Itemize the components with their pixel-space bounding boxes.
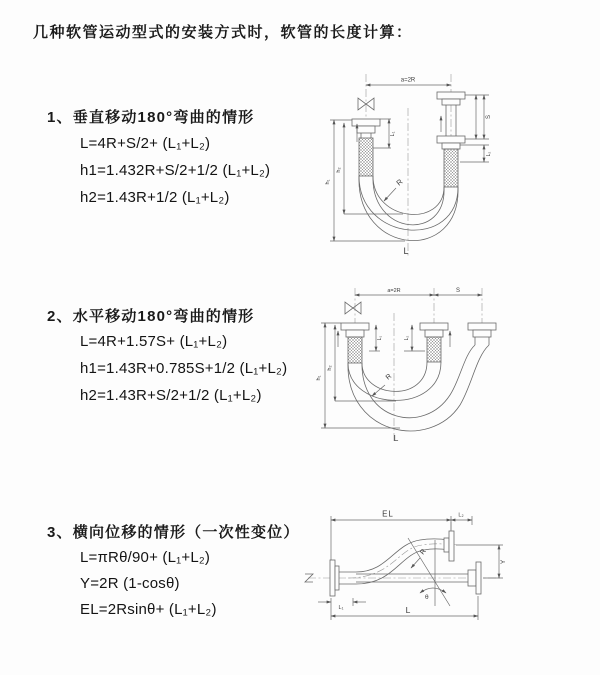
dim-fitting-right: [460, 145, 492, 162]
radius-label: R: [384, 372, 394, 382]
diagram-vertical-180-bend: [310, 60, 600, 260]
section-1-heading: 1、垂直移动180°弯曲的情形: [47, 109, 255, 126]
radius-label: R: [419, 547, 428, 557]
braided-hose-section: [359, 138, 373, 176]
dim-span-2r: [366, 78, 451, 86]
dim-stroke-label: S: [486, 114, 492, 120]
dim-fitting-right: [451, 513, 472, 526]
valve-icon: [345, 302, 361, 314]
dim-fitting-left: [369, 325, 383, 351]
dim-fitting-right-label: L₂: [486, 151, 492, 157]
section-2-formula-h2: h2=1.43R+S/2+1/2 (L₁+L₂): [80, 387, 262, 404]
displaced-hose-position: [356, 531, 454, 584]
section-3-formula-EL: EL=2Rsinθ+ (L₁+L₂): [80, 601, 217, 618]
section-2-formula-L: L=4R+1.57S+ (L₁+L₂): [80, 333, 228, 350]
section-2-heading: 2、水平移动180°弯曲的情形: [47, 308, 255, 325]
dim-height1-label: h₁: [325, 179, 331, 185]
dim-el-label: EL: [382, 509, 394, 519]
hose-u-bend-positions: [348, 345, 489, 431]
section-3-heading: 3、横向位移的情形（一次性变位）: [47, 524, 300, 541]
dim-span-2r: [355, 288, 434, 295]
dim-offset-y: [456, 545, 507, 578]
dim-el: [331, 510, 451, 561]
mid-fitting: [420, 323, 450, 362]
dim-fitting-right-label: L₂: [458, 512, 464, 519]
braided-hose-section: [348, 337, 362, 363]
braided-hose-section: [444, 149, 458, 187]
dim-fitting-left: [318, 598, 366, 611]
dim-stroke-label: S: [455, 288, 461, 294]
diagram-horizontal-180-bend: [308, 283, 600, 458]
left-fitting: [352, 119, 380, 176]
radius-callout: [384, 177, 405, 201]
centerlines: [366, 74, 451, 256]
diagram-lateral-displacement: [300, 498, 596, 666]
section-1-formula-h2: h2=1.43R+1/2 (L₁+L₂): [80, 189, 230, 206]
radius-callout: [411, 548, 428, 568]
section-2-formula-h1: h1=1.43R+0.785S+1/2 (L₁+L₂): [80, 360, 288, 377]
section-1-formula-h1: h1=1.432R+S/2+1/2 (L₁+L₂): [80, 162, 271, 179]
angle-label: θ: [425, 594, 429, 601]
length-label: L: [405, 605, 411, 615]
dim-fitting-mid-label: L₂: [404, 335, 410, 341]
braided-hose-section: [427, 337, 441, 362]
dim-fitting-left-label: L₁: [338, 605, 344, 611]
hose-u-bend: [359, 176, 458, 241]
left-fitting: [338, 323, 369, 363]
dim-height2-label: h₂: [336, 167, 342, 173]
section-3-formula-Y: Y=2R (1-cosθ): [80, 575, 180, 592]
dim-span-label: a=2R: [387, 288, 401, 294]
dim-height2-label: h₂: [327, 365, 333, 371]
section-3-formula-L: L=πRθ/90+ (L₁+L₂): [80, 549, 211, 566]
dim-offset-label: Y: [500, 559, 507, 565]
radius-label: R: [394, 177, 405, 188]
dim-stroke-s: [465, 95, 492, 139]
dim-fitting-left-label: L₁: [390, 131, 396, 137]
section-1-formula-L: L=4R+S/2+ (L₁+L₂): [80, 135, 211, 152]
length-label: L: [393, 433, 399, 443]
dim-fitting-left-label: L₁: [377, 335, 383, 341]
dim-stroke-s: [434, 288, 482, 295]
radius-callout: [372, 373, 393, 396]
length-label: L: [403, 246, 409, 256]
page-title: 几种软管运动型式的安装方式时，软管的长度计算：: [33, 24, 413, 41]
dim-height1-label: h₁: [316, 375, 322, 381]
dim-span-label: a=2R: [400, 77, 416, 84]
right-fitting: [468, 323, 496, 345]
